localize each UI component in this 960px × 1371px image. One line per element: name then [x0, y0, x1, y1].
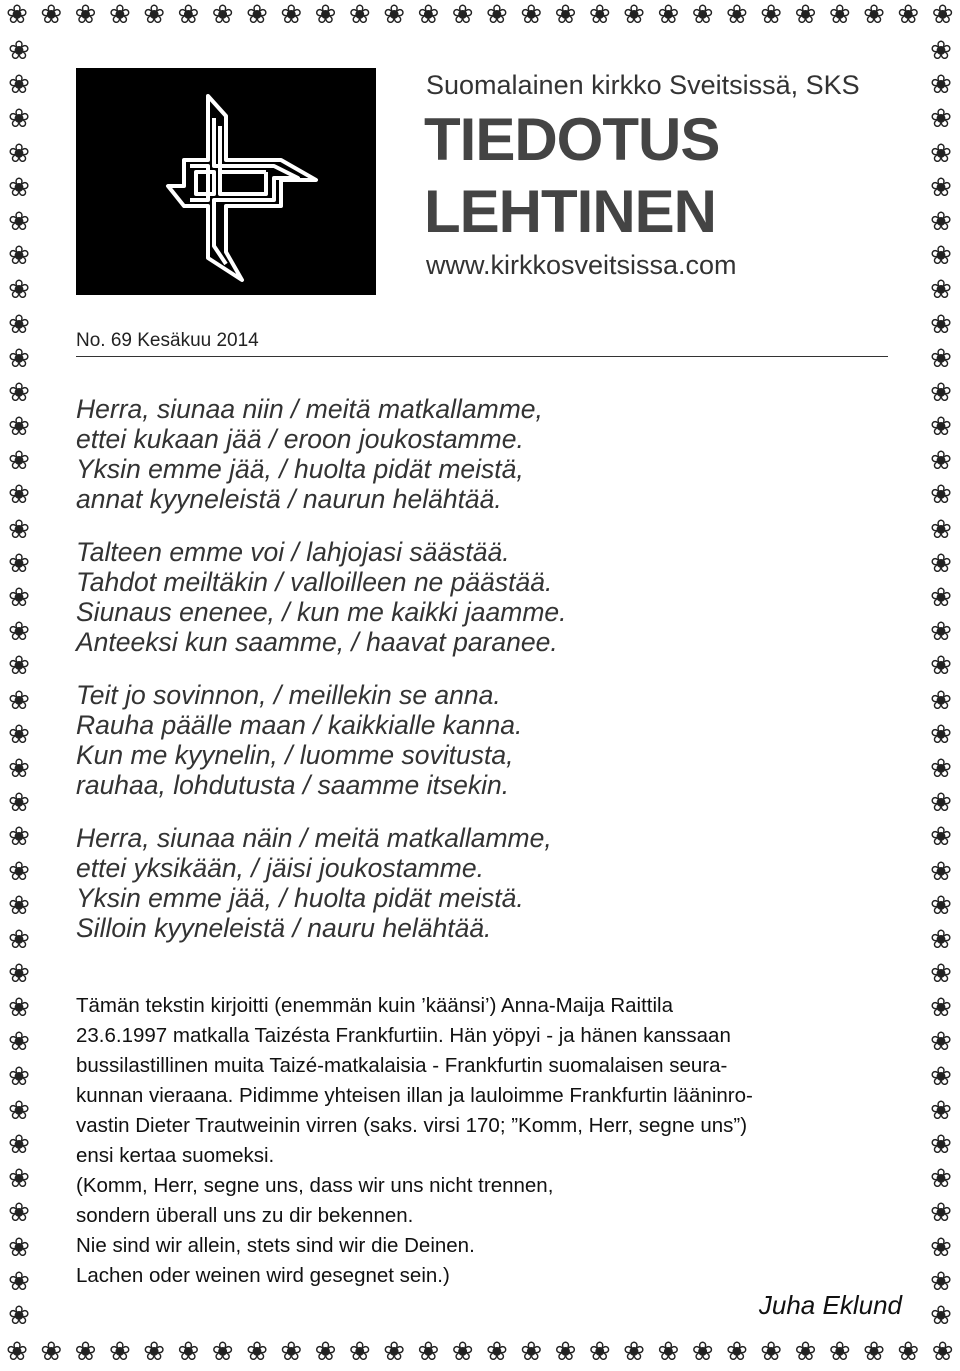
flower-border-icon: ❀ — [8, 104, 30, 135]
flower-border-icon: ❀ — [143, 0, 166, 30]
flower-border-icon: ❀ — [760, 1337, 783, 1367]
flower-border-icon: ❀ — [8, 514, 30, 545]
flower-border-icon: ❀ — [760, 0, 783, 30]
flower-border-icon: ❀ — [930, 138, 952, 169]
flower-border-icon: ❀ — [588, 0, 611, 30]
flower-border-icon: ❀ — [930, 206, 952, 237]
prose-text — [76, 991, 896, 1291]
flower-border-icon: ❀ — [8, 651, 30, 682]
flower-border-icon: ❀ — [828, 1337, 851, 1367]
flower-border-icon: ❀ — [794, 0, 817, 30]
flower-border-icon: ❀ — [930, 104, 952, 135]
flower-border-icon: ❀ — [863, 1337, 885, 1367]
flower-border-icon: ❀ — [486, 1337, 508, 1367]
flower-border-icon: ❀ — [930, 480, 952, 511]
flower-border-icon: ❀ — [520, 0, 543, 30]
flower-border-icon: ❀ — [930, 1266, 952, 1297]
flower-border-icon: ❀ — [930, 651, 952, 682]
poem-line: Anteeksi kun saamme, / haavat paranee. — [76, 627, 558, 657]
flower-border-icon: ❀ — [383, 0, 405, 30]
flower-border-icon: ❀ — [383, 1337, 405, 1367]
organization-name: Suomalainen kirkko Sveitsissä, SKS — [426, 70, 860, 100]
flower-border-icon: ❀ — [74, 0, 97, 30]
issue-info: No. 69 Kesäkuu 2014 — [76, 330, 259, 351]
flower-border-icon: ❀ — [863, 0, 885, 30]
newsletter-title-line1: TIEDOTUS — [424, 106, 720, 173]
flower-border-icon: ❀ — [930, 583, 952, 613]
flower-border-icon: ❀ — [40, 1337, 63, 1367]
flower-border-icon: ❀ — [8, 959, 30, 990]
flower-border-icon: ❀ — [177, 0, 200, 30]
flower-border-icon: ❀ — [8, 275, 30, 306]
flower-border-icon: ❀ — [143, 1337, 166, 1367]
flower-border-icon: ❀ — [8, 241, 30, 272]
prose-line: 23.6.1997 matkalla Taizésta Frankfurtiin. Hän yöpyi - ja hänen kanssaan — [76, 1024, 731, 1047]
flower-border-icon: ❀ — [930, 514, 952, 545]
flower-border-icon: ❀ — [930, 856, 952, 887]
flower-border-icon: ❀ — [246, 0, 268, 30]
flower-border-icon: ❀ — [8, 70, 30, 101]
flower-border-icon: ❀ — [930, 1061, 952, 1092]
flower-border-icon: ❀ — [8, 1266, 30, 1297]
flower-border-icon: ❀ — [930, 1232, 952, 1263]
flower-border-icon: ❀ — [588, 1337, 611, 1367]
flower-border-icon: ❀ — [930, 36, 952, 66]
flower-border-icon: ❀ — [177, 1337, 200, 1367]
prose-line: sondern überall uns zu dir bekennen. — [76, 1204, 414, 1227]
flower-border-icon: ❀ — [8, 890, 30, 921]
flower-border-icon: ❀ — [726, 0, 748, 30]
flower-border-icon: ❀ — [554, 0, 577, 30]
flower-border-icon: ❀ — [314, 1337, 337, 1367]
prose-line: ensi kertaa suomeksi. — [76, 1144, 275, 1167]
flower-border-icon: ❀ — [8, 1232, 30, 1263]
poem-line: Silloin kyyneleistä / nauru helähtää. — [76, 913, 492, 943]
flower-border-icon: ❀ — [8, 1130, 30, 1160]
flower-border-icon: ❀ — [930, 719, 952, 750]
flower-border-icon: ❀ — [280, 0, 303, 30]
bottom-border — [0, 1337, 960, 1371]
flower-border-icon: ❀ — [691, 0, 714, 30]
flower-border-icon: ❀ — [930, 685, 952, 716]
flower-border-icon: ❀ — [8, 138, 30, 169]
logo — [76, 68, 376, 295]
website-url[interactable]: www.kirkkosveitsissa.com — [426, 250, 737, 280]
flower-border-icon: ❀ — [930, 1198, 952, 1229]
prose-line: kunnan vieraana. Pidimme yhteisen illan ja lauloimme Frankfurtin lääninro- — [76, 1084, 753, 1107]
flower-border-icon: ❀ — [8, 685, 30, 716]
flower-border-icon: ❀ — [8, 480, 30, 511]
flower-border-icon: ❀ — [930, 993, 952, 1024]
top-border — [0, 0, 960, 34]
poem-stanza — [76, 537, 896, 657]
flower-border-icon: ❀ — [8, 856, 30, 887]
flower-border-icon: ❀ — [280, 1337, 303, 1367]
prose-line: vastin Dieter Trautweinin virren (saks. virsi 170; ”Komm, Herr, segne uns”) — [76, 1114, 748, 1137]
flower-border-icon: ❀ — [6, 1337, 28, 1367]
flower-border-icon: ❀ — [931, 0, 954, 30]
flower-border-icon: ❀ — [930, 788, 952, 819]
flower-border-icon: ❀ — [828, 0, 851, 30]
flower-border-icon: ❀ — [8, 719, 30, 750]
flower-border-icon: ❀ — [8, 172, 30, 203]
flower-border-icon: ❀ — [417, 1337, 440, 1367]
poem-line: ettei kukaan jää / eroon joukostamme. — [76, 424, 524, 454]
poem-line: rauhaa, lohdutusta / saamme itsekin. — [76, 770, 510, 800]
flower-border-icon: ❀ — [211, 1337, 234, 1367]
flower-border-icon: ❀ — [8, 1095, 30, 1126]
flower-border-icon: ❀ — [930, 377, 952, 408]
flower-border-icon: ❀ — [930, 1130, 952, 1160]
flower-border-icon: ❀ — [74, 1337, 97, 1367]
flower-border-icon: ❀ — [8, 446, 30, 477]
flower-border-icon: ❀ — [931, 1337, 954, 1367]
flower-border-icon: ❀ — [930, 890, 952, 921]
poem-line: Tahdot meiltäkin / valloilleen ne päästää. — [76, 567, 553, 597]
flower-border-icon: ❀ — [691, 1337, 714, 1367]
flower-border-icon: ❀ — [897, 0, 920, 30]
flower-border-icon: ❀ — [930, 1095, 952, 1126]
flower-border-icon: ❀ — [246, 1337, 268, 1367]
flower-border-icon: ❀ — [930, 446, 952, 477]
flower-border-icon: ❀ — [930, 275, 952, 306]
flower-border-icon: ❀ — [930, 309, 952, 340]
flower-border-icon: ❀ — [657, 1337, 680, 1367]
poem-line: annat kyyneleistä / naurun helähtää. — [76, 484, 502, 514]
flower-border-icon: ❀ — [8, 377, 30, 408]
prose-line: bussilastillinen muita Taizé-matkalaisia - Frankfurtin suomalaisen seura- — [76, 1054, 728, 1077]
flower-border-icon: ❀ — [8, 412, 30, 443]
flower-border-icon: ❀ — [554, 1337, 577, 1367]
flower-border-icon: ❀ — [348, 0, 371, 30]
poem-line: Herra, siunaa niin / meitä matkallamme, — [76, 394, 543, 424]
poem-stanza — [76, 680, 896, 800]
flower-border-icon: ❀ — [8, 1300, 30, 1331]
flower-border-icon: ❀ — [930, 548, 952, 579]
prose-line: Nie sind wir allein, stets sind wir die Deinen. — [76, 1234, 475, 1257]
prose-line: Lachen oder weinen wird gesegnet sein.) — [76, 1264, 450, 1287]
flower-border-icon: ❀ — [930, 822, 952, 853]
prose-line: (Komm, Herr, segne uns, dass wir uns nicht trennen, — [76, 1174, 554, 1197]
flower-border-icon: ❀ — [348, 1337, 371, 1367]
poem-stanza — [76, 394, 896, 514]
flower-border-icon: ❀ — [8, 309, 30, 340]
flower-border-icon: ❀ — [8, 583, 30, 613]
flower-border-icon: ❀ — [108, 0, 131, 30]
poem-line: Yksin emme jää, / huolta pidät meistä. — [76, 883, 524, 913]
flower-border-icon: ❀ — [451, 0, 474, 30]
header-divider — [76, 356, 888, 357]
flower-border-icon: ❀ — [8, 1061, 30, 1092]
newsletter-title-line2: LEHTINEN — [424, 178, 716, 245]
poem-line: Teit jo sovinnon, / meillekin se anna. — [76, 680, 501, 710]
flower-border-icon: ❀ — [930, 241, 952, 272]
flower-border-icon: ❀ — [623, 0, 645, 30]
flower-border-icon: ❀ — [8, 206, 30, 237]
flower-border-icon: ❀ — [930, 617, 952, 648]
prose-line: Tämän tekstin kirjoitti (enemmän kuin ’käänsi’) Anna-Maija Raittila — [76, 994, 674, 1017]
flower-border-icon: ❀ — [108, 1337, 131, 1367]
flower-border-icon: ❀ — [930, 753, 952, 784]
flower-border-icon: ❀ — [8, 924, 30, 955]
flower-border-icon: ❀ — [417, 0, 440, 30]
flower-border-icon: ❀ — [314, 0, 337, 30]
flower-border-icon: ❀ — [726, 1337, 748, 1367]
flower-border-icon: ❀ — [40, 0, 63, 30]
flower-border-icon: ❀ — [930, 343, 952, 374]
poem-line: Rauha päälle maan / kaikkialle kanna. — [76, 710, 523, 740]
flower-border-icon: ❀ — [930, 1027, 952, 1058]
poem-line: Siunaus enenee, / kun me kaikki jaamme. — [76, 597, 567, 627]
flower-border-icon: ❀ — [930, 412, 952, 443]
flower-border-icon: ❀ — [657, 0, 680, 30]
flower-border-icon: ❀ — [8, 343, 30, 374]
poem — [76, 394, 896, 966]
flower-border-icon: ❀ — [930, 172, 952, 203]
poem-line: Yksin emme jää, / huolta pidät meistä, — [76, 454, 524, 484]
flower-border-icon: ❀ — [623, 1337, 645, 1367]
flower-border-icon: ❀ — [8, 1027, 30, 1058]
flower-border-icon: ❀ — [520, 1337, 543, 1367]
flower-border-icon: ❀ — [486, 0, 508, 30]
flower-border-icon: ❀ — [930, 1300, 952, 1331]
poem-line: Kun me kyynelin, / luomme sovitusta, — [76, 740, 514, 770]
flower-border-icon: ❀ — [930, 70, 952, 101]
flower-border-icon: ❀ — [8, 993, 30, 1024]
flower-border-icon: ❀ — [8, 788, 30, 819]
poem-line: Herra, siunaa näin / meitä matkallamme, — [76, 823, 552, 853]
flower-border-icon: ❀ — [8, 548, 30, 579]
poem-line: Talteen emme voi / lahjojasi säästää. — [76, 537, 510, 567]
flower-border-icon: ❀ — [6, 0, 28, 30]
flower-border-icon: ❀ — [211, 0, 234, 30]
poem-line: ettei yksikään, / jäisi joukostamme. — [76, 853, 484, 883]
flower-border-icon: ❀ — [794, 1337, 817, 1367]
flower-border-icon: ❀ — [8, 36, 30, 66]
poem-stanza — [76, 823, 896, 943]
flower-border-icon: ❀ — [8, 1198, 30, 1229]
flower-border-icon: ❀ — [8, 1164, 30, 1195]
flower-border-icon: ❀ — [930, 959, 952, 990]
flower-border-icon: ❀ — [8, 617, 30, 648]
flower-border-icon: ❀ — [8, 822, 30, 853]
flower-border-icon: ❀ — [8, 753, 30, 784]
flower-border-icon: ❀ — [930, 1164, 952, 1195]
flower-border-icon: ❀ — [930, 924, 952, 955]
flower-border-icon: ❀ — [451, 1337, 474, 1367]
right-border — [924, 34, 958, 1337]
author-signature: Juha Eklund — [758, 1290, 902, 1320]
cross-logo-icon — [76, 68, 376, 295]
flower-border-icon: ❀ — [897, 1337, 920, 1367]
left-border — [2, 34, 36, 1337]
